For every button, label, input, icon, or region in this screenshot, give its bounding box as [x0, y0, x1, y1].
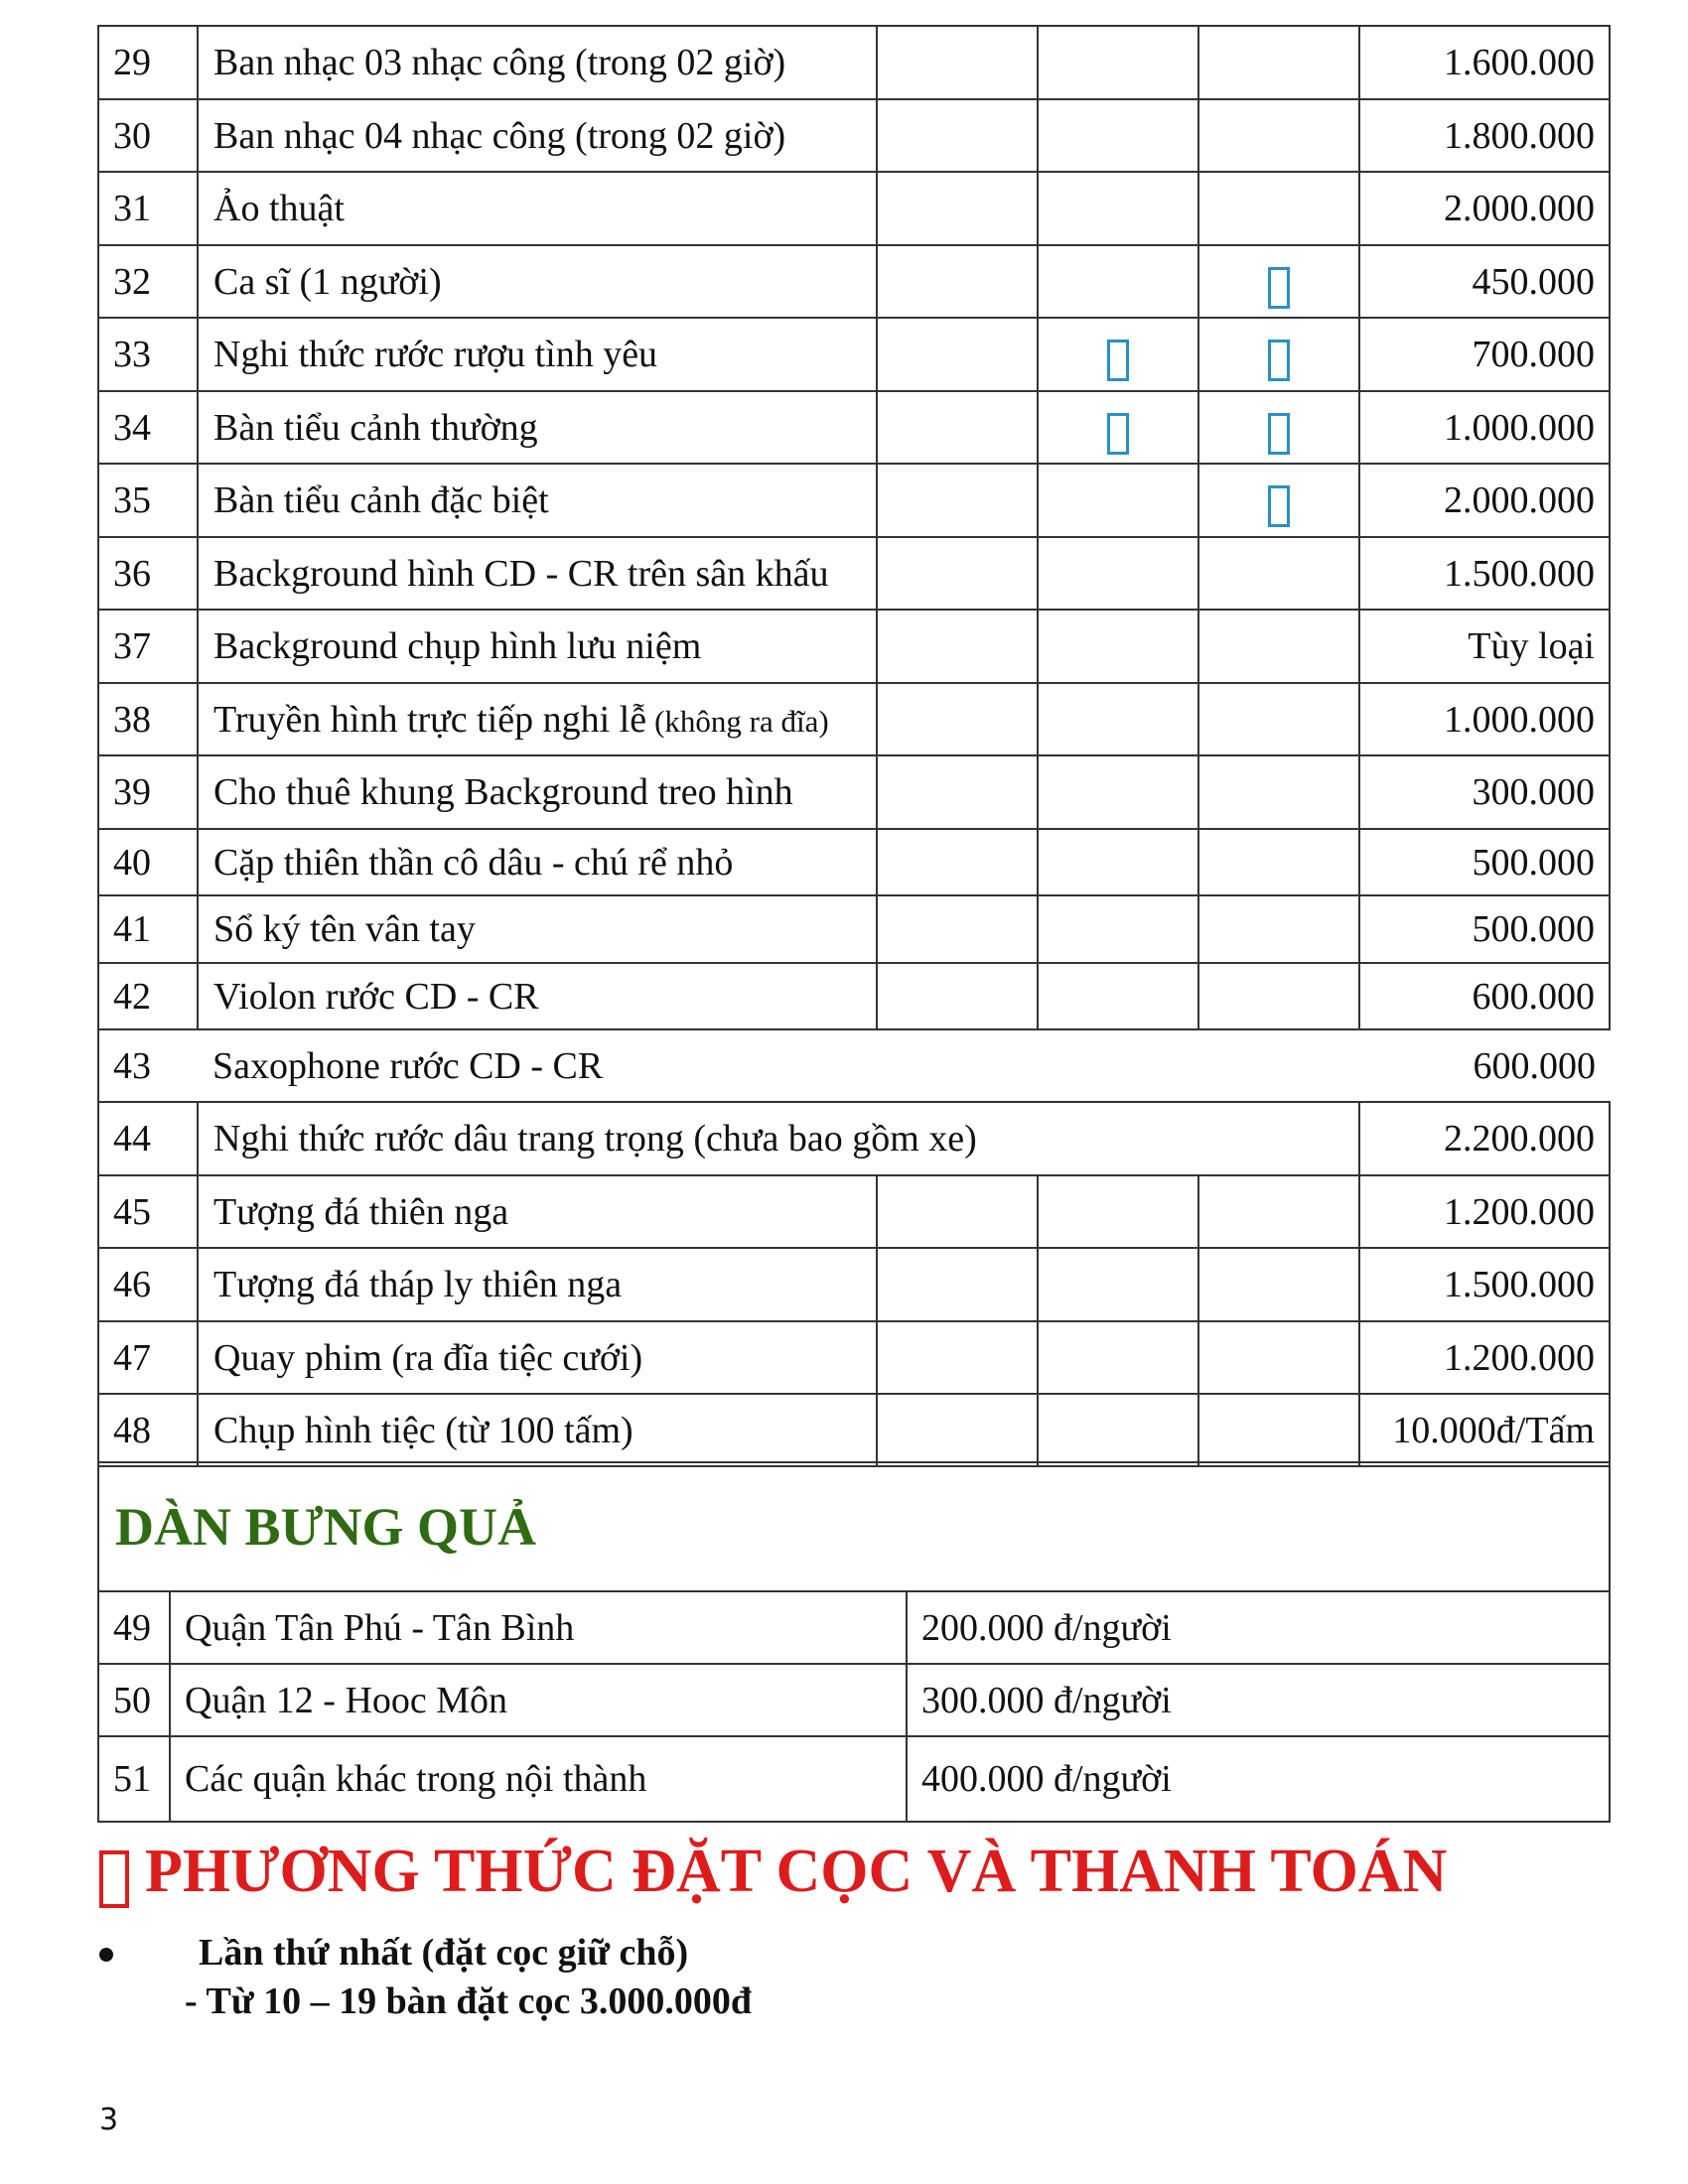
- empty-cell: [877, 172, 1038, 245]
- table-row: [98, 1736, 1610, 1822]
- service-note: (không ra đĩa): [654, 703, 829, 739]
- service-name-text: Cho thuê khung Background treo hình: [213, 771, 793, 813]
- mark-cell: [1038, 245, 1198, 318]
- row-number: 42: [98, 963, 198, 1029]
- table-row: [98, 1321, 1610, 1394]
- table-row: [98, 172, 1610, 245]
- mark-cell: [1198, 895, 1359, 963]
- service-name: [198, 683, 877, 755]
- area-name: Quận 12 - Hooc Môn: [170, 1664, 907, 1736]
- missing-glyph-icon: [99, 1850, 129, 1908]
- service-price: 1.500.000: [1359, 1248, 1610, 1321]
- table-row: [98, 391, 1610, 464]
- row-number: 41: [98, 895, 198, 963]
- missing-glyph-icon: [1107, 340, 1129, 381]
- row-number: 51: [98, 1736, 170, 1822]
- service-name-text: Bàn tiểu cảnh thường: [213, 406, 538, 449]
- mark-cell: [1038, 963, 1198, 1029]
- row-number: 39: [98, 755, 198, 829]
- area-price: 400.000 đ/người: [907, 1736, 1610, 1822]
- service-price: 1.000.000: [1359, 683, 1610, 755]
- service-name-text: Nghi thức rước rượu tình yêu: [213, 334, 658, 375]
- row-number: 48: [98, 1394, 198, 1466]
- mark-cell: [1198, 391, 1359, 464]
- row-number: 30: [98, 99, 198, 172]
- service-price: 700.000: [1359, 318, 1610, 391]
- table-row: [98, 1248, 1610, 1321]
- service-name: [198, 963, 877, 1029]
- row-number: 31: [98, 172, 198, 245]
- service-price: Tùy loại: [1359, 610, 1610, 683]
- service-price: 300.000: [1359, 755, 1610, 829]
- mark-cell: [1038, 464, 1198, 537]
- row-number: 36: [98, 537, 198, 610]
- service-price: 500.000: [1359, 829, 1610, 895]
- service-name-text: Cặp thiên thần cô dâu - chú rể nhỏ: [213, 841, 734, 884]
- mark-cell: [1198, 963, 1359, 1029]
- service-price: 1.500.000: [1359, 537, 1610, 610]
- service-name: [198, 245, 877, 318]
- service-name: [198, 829, 877, 895]
- table-row: [98, 1029, 1610, 1102]
- empty-cell: [877, 610, 1038, 683]
- row-number: 40: [98, 829, 198, 895]
- missing-glyph-icon: [1268, 485, 1290, 527]
- mark-cell: [1198, 829, 1359, 895]
- row-number: 33: [98, 318, 198, 391]
- service-name-text: Ban nhạc 04 nhạc công (trong 02 giờ): [213, 114, 786, 157]
- service-name: [198, 1321, 877, 1394]
- row-number: 45: [98, 1175, 198, 1248]
- empty-cell: [877, 537, 1038, 610]
- mark-cell: [1198, 172, 1359, 245]
- payment-title-text: PHƯƠNG THỨC ĐẶT CỌC VÀ THANH TOÁN: [145, 1838, 1448, 1905]
- bullet-icon: [99, 1948, 113, 1962]
- services-table: [97, 25, 1611, 1467]
- mark-cell: [1198, 464, 1359, 537]
- table-row: [98, 1102, 1610, 1175]
- service-name-text: Violon rước CD - CR: [213, 975, 539, 1018]
- row-number: 37: [98, 610, 198, 683]
- service-name: [198, 1248, 877, 1321]
- service-name: [198, 1175, 877, 1248]
- empty-cell: [877, 1394, 1038, 1466]
- empty-cell: [877, 1175, 1038, 1248]
- service-price: 1.000.000: [1359, 391, 1610, 464]
- service-name: [198, 26, 877, 99]
- mark-cell: [1038, 1175, 1198, 1248]
- empty-cell: [877, 318, 1038, 391]
- missing-glyph-icon: [1107, 413, 1129, 455]
- mark-cell: [1198, 318, 1359, 391]
- area-price: 300.000 đ/người: [907, 1664, 1610, 1736]
- empty-cell: [877, 99, 1038, 172]
- service-price: 1.200.000: [1359, 1321, 1610, 1394]
- service-price: 1.200.000: [1359, 1175, 1610, 1248]
- service-name-text: Background hình CD - CR trên sân khấu: [213, 552, 829, 595]
- area-name: Quận Tân Phú - Tân Bình: [170, 1591, 907, 1664]
- mark-cell: [1198, 99, 1359, 172]
- empty-cell: [877, 683, 1038, 755]
- service-name: [198, 895, 877, 963]
- service-name: [198, 391, 877, 464]
- mark-cell: [1198, 1248, 1359, 1321]
- service-name: [198, 464, 877, 537]
- service-price: 2.200.000: [1359, 1102, 1610, 1175]
- empty-cell: [877, 895, 1038, 963]
- mark-cell: [1038, 1248, 1198, 1321]
- table-row: [98, 829, 1610, 895]
- service-price: 1.600.000: [1359, 26, 1610, 99]
- page-number: 3: [99, 2103, 119, 2137]
- missing-glyph-icon: [1268, 267, 1290, 309]
- mark-cell: [1198, 683, 1359, 755]
- service-price: 450.000: [1359, 245, 1610, 318]
- service-name-text: Chụp hình tiệc (từ 100 tấm): [213, 1409, 633, 1451]
- table-row: [98, 1394, 1610, 1466]
- service-price: 500.000: [1359, 895, 1610, 963]
- service-price: 600.000: [1359, 963, 1610, 1029]
- service-name-text: Tượng đá thiên nga: [213, 1190, 509, 1233]
- table-row: [98, 99, 1610, 172]
- service-name: [198, 537, 877, 610]
- mark-cell: [1038, 1394, 1198, 1466]
- missing-glyph-icon: [1268, 413, 1290, 455]
- empty-cell: [877, 1248, 1038, 1321]
- service-name-text: Bàn tiểu cảnh đặc biệt: [213, 479, 549, 521]
- service-name: [198, 755, 877, 829]
- mark-cell: [1198, 1394, 1359, 1466]
- service-name-text: Sổ ký tên vân tay: [213, 908, 476, 950]
- empty-cell: [877, 963, 1038, 1029]
- row-number: 38: [98, 683, 198, 755]
- service-price: 1.800.000: [1359, 99, 1610, 172]
- porter-table: [97, 1461, 1611, 1823]
- service-price: 600.000: [1359, 1029, 1610, 1102]
- row-number: 44: [98, 1102, 198, 1175]
- mark-cell: [1038, 683, 1198, 755]
- service-name: [198, 610, 877, 683]
- table-row: [98, 318, 1610, 391]
- empty-cell: [877, 755, 1038, 829]
- first-payment-label: Lần thứ nhất (đặt cọc giữ chỗ): [199, 1932, 689, 1974]
- mark-cell: [1038, 172, 1198, 245]
- table-row: [98, 963, 1610, 1029]
- row-number: 43: [98, 1029, 198, 1102]
- mark-cell: [1038, 26, 1198, 99]
- table-row: [98, 464, 1610, 537]
- service-price: 10.000đ/Tấm: [1359, 1394, 1610, 1466]
- empty-cell: [877, 464, 1038, 537]
- table-row: [98, 610, 1610, 683]
- first-payment-detail: - Từ 10 – 19 bàn đặt cọc 3.000.000đ: [185, 1980, 753, 2022]
- mark-cell: [1198, 1321, 1359, 1394]
- row-number: 29: [98, 26, 198, 99]
- table-row: [98, 537, 1610, 610]
- empty-cell: [877, 26, 1038, 99]
- mark-cell: [1198, 755, 1359, 829]
- mark-cell: [1038, 1321, 1198, 1394]
- service-name: [198, 1394, 877, 1466]
- service-name-text: Ca sĩ (1 người): [213, 260, 442, 303]
- service-name-text: Ban nhạc 03 nhạc công (trong 02 giờ): [213, 42, 786, 83]
- mark-cell: [1198, 537, 1359, 610]
- mark-cell: [1198, 610, 1359, 683]
- porter-section-title: DÀN BƯNG QUẢ: [98, 1462, 1610, 1591]
- service-name-text: Tượng đá tháp ly thiên nga: [213, 1264, 623, 1305]
- service-name-text: Ảo thuật: [213, 188, 345, 229]
- empty-cell: [877, 829, 1038, 895]
- mark-cell: [1038, 318, 1198, 391]
- mark-cell: [1198, 1175, 1359, 1248]
- row-number: 35: [98, 464, 198, 537]
- area-price: 200.000 đ/người: [907, 1591, 1610, 1664]
- service-name: [198, 99, 877, 172]
- empty-cell: [877, 1321, 1038, 1394]
- table-row: [98, 1175, 1610, 1248]
- table-row: [98, 683, 1610, 755]
- row-number: 50: [98, 1664, 170, 1736]
- table-row: [98, 1664, 1610, 1736]
- row-number: 49: [98, 1591, 170, 1664]
- service-name: Saxophone rước CD - CR: [198, 1029, 1359, 1102]
- mark-cell: [1198, 26, 1359, 99]
- mark-cell: [1038, 755, 1198, 829]
- mark-cell: [1038, 99, 1198, 172]
- service-name: [198, 172, 877, 245]
- row-number: 34: [98, 391, 198, 464]
- table-row: [98, 895, 1610, 963]
- row-number: 46: [98, 1248, 198, 1321]
- empty-cell: [877, 391, 1038, 464]
- mark-cell: [1038, 895, 1198, 963]
- service-name: Nghi thức rước dâu trang trọng (chưa bao gồm xe): [198, 1102, 1359, 1175]
- service-price: 2.000.000: [1359, 172, 1610, 245]
- service-price: 2.000.000: [1359, 464, 1610, 537]
- empty-cell: [877, 245, 1038, 318]
- mark-cell: [1038, 391, 1198, 464]
- table-row: [98, 755, 1610, 829]
- table-row: [98, 26, 1610, 99]
- row-number: 32: [98, 245, 198, 318]
- service-name-text: Background chụp hình lưu niệm: [213, 625, 702, 667]
- service-name: [198, 318, 877, 391]
- table-row: [98, 1591, 1610, 1664]
- area-name: Các quận khác trong nội thành: [170, 1736, 907, 1822]
- mark-cell: [1038, 829, 1198, 895]
- service-name-text: Truyền hình trực tiếp nghi lễ: [213, 698, 647, 741]
- service-name-text: Quay phim (ra đĩa tiệc cưới): [213, 1336, 643, 1379]
- mark-cell: [1198, 245, 1359, 318]
- row-number: 47: [98, 1321, 198, 1394]
- mark-cell: [1038, 537, 1198, 610]
- payment-section-title: [99, 1837, 1447, 1907]
- table-row: [98, 245, 1610, 318]
- missing-glyph-icon: [1268, 340, 1290, 381]
- mark-cell: [1038, 610, 1198, 683]
